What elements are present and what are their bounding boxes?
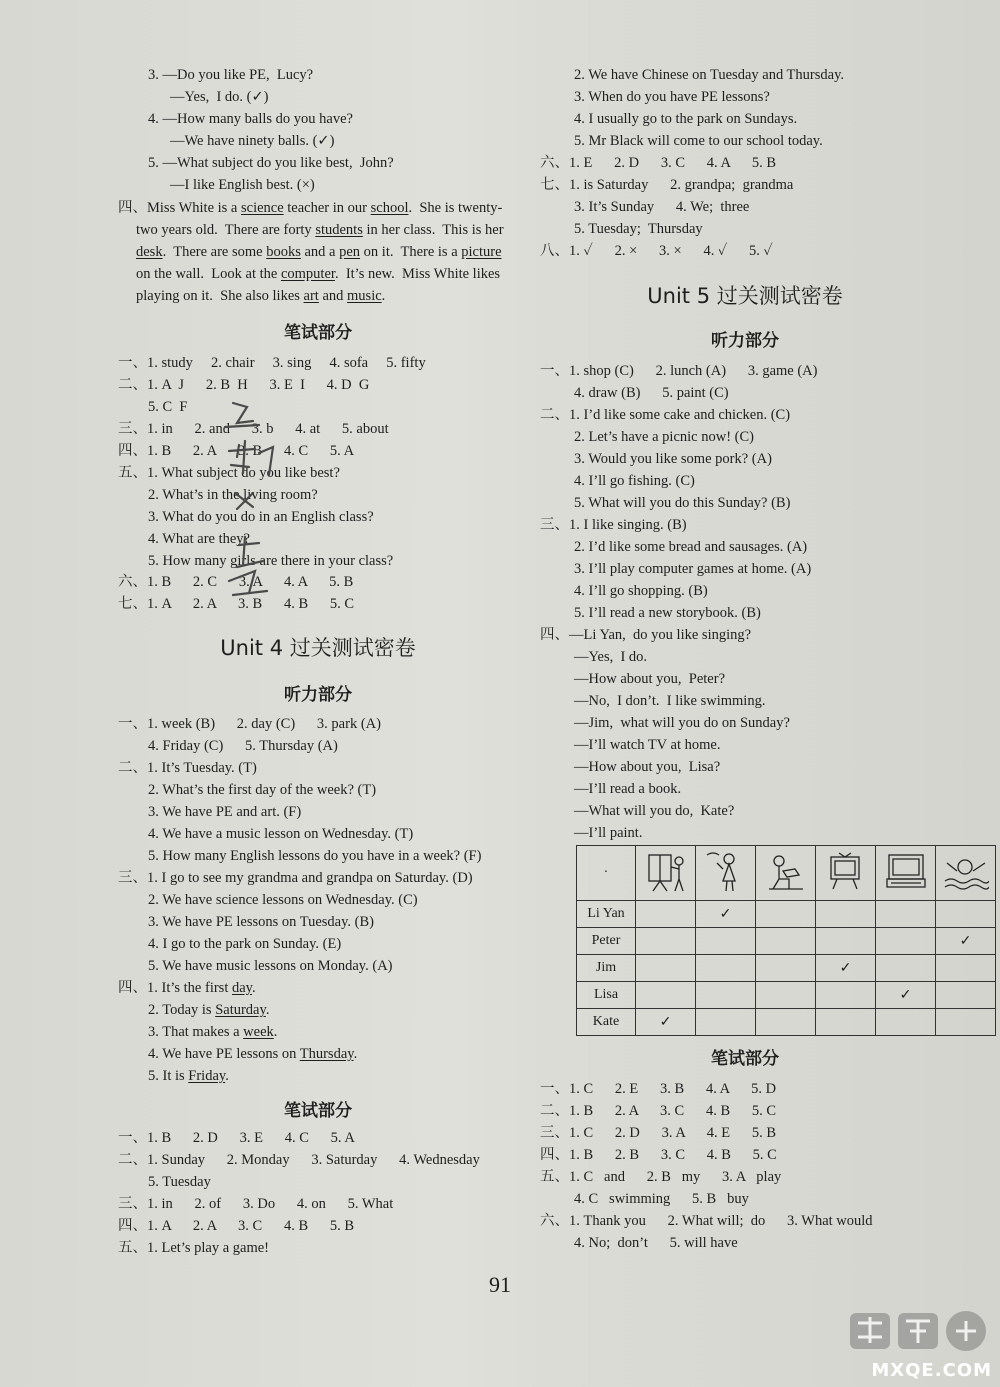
table-cell bbox=[756, 901, 816, 928]
answer-line: 三、1. in 2. of 3. Do 4. on 5. What bbox=[118, 1196, 394, 1212]
answer-line: 5. What will you do this Sunday? (B) bbox=[574, 495, 791, 511]
table-cell bbox=[756, 928, 816, 955]
section-heading: 笔试部分 bbox=[711, 1049, 779, 1069]
table-cell bbox=[936, 901, 996, 928]
answer-line: 三、1. I go to see my grandma and grandpa on Saturday. (D) bbox=[118, 870, 473, 886]
answer-line: 四、1. B 2. A 3. B 4. C 5. A bbox=[118, 443, 355, 459]
table-cell bbox=[636, 901, 696, 928]
underlined-answer: science bbox=[240, 200, 284, 216]
answer-line: 4. Friday (C) 5. Thursday (A) bbox=[148, 738, 338, 754]
painting-icon bbox=[643, 849, 689, 893]
text: in her class. This is her bbox=[362, 222, 504, 238]
answer-line: 4. —How many balls do you have? bbox=[148, 111, 353, 127]
answer-line: —Yes, I do. bbox=[574, 649, 648, 665]
paragraph-line bbox=[136, 264, 500, 284]
text: on it. There is a bbox=[360, 244, 462, 260]
section-heading: 听力部分 bbox=[711, 331, 779, 351]
answer-line: 二、1. A J 2. B H 3. E I 4. D G bbox=[118, 377, 370, 393]
answer-line: —What will you do, Kate? bbox=[574, 803, 735, 819]
section-heading: 听力部分 bbox=[284, 685, 352, 705]
text: . She is twenty- bbox=[408, 200, 503, 216]
answer-line: —Jim, what will you do on Sunday? bbox=[574, 715, 790, 731]
answer-line: 3. We have PE lessons on Tuesday. (B) bbox=[148, 914, 374, 930]
text: playing on it. She also likes bbox=[136, 288, 304, 304]
text: . bbox=[353, 1046, 358, 1062]
check-mark: ✓ bbox=[876, 982, 936, 1009]
answer-line: 二、1. I’d like some cake and chicken. (C) bbox=[540, 407, 791, 423]
answer-line: 四、—Li Yan, do you like singing? bbox=[540, 627, 752, 643]
paragraph-line bbox=[136, 286, 385, 306]
answer-line: 4. I go to the park on Sunday. (E) bbox=[148, 936, 342, 952]
table-cell bbox=[756, 982, 816, 1009]
table-row bbox=[577, 955, 996, 982]
answer-line: 2. What’s the first day of the week? (T) bbox=[148, 782, 377, 798]
answer-line: 5. C F bbox=[148, 399, 188, 415]
student-name: Li Yan bbox=[577, 901, 636, 928]
answer-line: 4. draw (B) 5. paint (C) bbox=[574, 385, 729, 401]
text: 5. It is bbox=[148, 1068, 189, 1084]
answer-line: —Yes, I do. (✓) bbox=[170, 89, 269, 105]
underlined-answer: Saturday bbox=[215, 1002, 266, 1018]
answer-line: 五、1. What subject do you like best? bbox=[118, 465, 340, 481]
underlined-answer: Thursday bbox=[299, 1046, 354, 1062]
table-cell bbox=[876, 955, 936, 982]
table-picture-cell bbox=[756, 846, 816, 901]
answer-line bbox=[148, 1044, 357, 1064]
student-name: Kate bbox=[577, 1009, 636, 1036]
answer-line: 5. Mr Black will come to our school today. bbox=[574, 133, 823, 149]
table-cell bbox=[876, 901, 936, 928]
answer-line: 三、1. I like singing. (B) bbox=[540, 517, 687, 533]
computer-icon bbox=[883, 849, 929, 893]
answer-line: 3. We have PE and art. (F) bbox=[148, 804, 302, 820]
page-number: 91 bbox=[489, 1272, 511, 1297]
answer-line: 5. We have music lessons on Monday. (A) bbox=[148, 958, 393, 974]
answer-line: 四、1. B 2. B 3. C 4. B 5. C bbox=[540, 1147, 777, 1163]
student-name: Jim bbox=[577, 955, 636, 982]
table-cell bbox=[696, 1009, 756, 1036]
answer-line: 3. What do you do in an English class? bbox=[148, 509, 374, 525]
answer-line: —How about you, Peter? bbox=[574, 671, 726, 687]
underlined-answer: art bbox=[303, 288, 319, 304]
text: . There are some bbox=[162, 244, 267, 260]
answer-line: —I like English best. (×) bbox=[170, 177, 315, 193]
text: . bbox=[225, 1068, 229, 1084]
check-mark: ✓ bbox=[636, 1009, 696, 1036]
text: . bbox=[381, 288, 386, 304]
answer-line: —I’ll paint. bbox=[574, 825, 643, 841]
answer-line: 3. It’s Sunday 4. We; three bbox=[574, 199, 750, 215]
table-picture-cell bbox=[696, 846, 756, 901]
table-cell bbox=[876, 928, 936, 955]
watermark-text: MXQE.COM bbox=[871, 1360, 992, 1381]
answer-line: 4. C swimming 5. B buy bbox=[574, 1191, 749, 1207]
answer-line: —No, I don’t. I like swimming. bbox=[574, 693, 766, 709]
answer-line: —I’ll read a book. bbox=[574, 781, 682, 797]
answer-line: 2. Let’s have a picnic now! (C) bbox=[574, 429, 754, 445]
activity-table bbox=[576, 845, 996, 1036]
underlined-answer: Friday bbox=[188, 1068, 226, 1084]
answer-line: 二、1. Sunday 2. Monday 3. Saturday 4. Wednesday bbox=[118, 1152, 480, 1168]
answer-line: 八、1. ✓ 2. × 3. × 4. ✓ 5. ✓ bbox=[540, 243, 773, 259]
answer-line: 5. I’ll read a new storybook. (B) bbox=[574, 605, 761, 621]
answer-line: 2. We have science lessons on Wednesday. (C) bbox=[148, 892, 418, 908]
table-row bbox=[577, 982, 996, 1009]
underlined-answer: picture bbox=[461, 244, 502, 260]
section-heading: 笔试部分 bbox=[284, 323, 352, 343]
answer-line: 五、1. Let’s play a game! bbox=[118, 1240, 269, 1256]
answer-line: 一、1. study 2. chair 3. sing 4. sofa 5. fifty bbox=[118, 355, 426, 371]
table-cell bbox=[636, 928, 696, 955]
answer-line: 三、1. in 2. and 3. b 4. at 5. about bbox=[118, 421, 389, 437]
table-cell bbox=[936, 1009, 996, 1036]
answer-line: 一、1. B 2. D 3. E 4. C 5. A bbox=[118, 1130, 355, 1146]
table-cell bbox=[696, 955, 756, 982]
text: and bbox=[318, 288, 348, 304]
underlined-answer: school bbox=[370, 200, 409, 216]
underlined-answer: week bbox=[243, 1024, 274, 1040]
paragraph-line bbox=[136, 220, 504, 240]
underlined-answer: students bbox=[315, 222, 363, 238]
answer-line bbox=[148, 1022, 277, 1042]
answer-line: 4. I’ll go fishing. (C) bbox=[574, 473, 695, 489]
table-header-row bbox=[577, 846, 996, 901]
underlined-answer: day bbox=[231, 980, 252, 996]
text: 四、Miss White is a bbox=[118, 200, 241, 216]
answer-line: 4. I’ll go shopping. (B) bbox=[574, 583, 708, 599]
answer-line: 六、1. E 2. D 3. C 4. A 5. B bbox=[540, 155, 777, 171]
answer-line: 5. —What subject do you like best, John? bbox=[148, 155, 394, 171]
answer-line: 2. I’d like some bread and sausages. (A) bbox=[574, 539, 808, 555]
answer-line: —We have ninety balls. (✓) bbox=[170, 133, 335, 149]
unit-title: Unit 4 过关测试密卷 bbox=[220, 636, 416, 660]
underlined-answer: computer bbox=[280, 266, 335, 282]
table-cell bbox=[696, 982, 756, 1009]
table-cell bbox=[876, 1009, 936, 1036]
text: 四、1. It’s the first bbox=[118, 980, 232, 996]
check-mark: ✓ bbox=[816, 955, 876, 982]
answer-line bbox=[118, 978, 256, 998]
unit-title: Unit 5 过关测试密卷 bbox=[647, 284, 843, 308]
table-cell bbox=[816, 901, 876, 928]
table-cell bbox=[936, 982, 996, 1009]
swimming-icon bbox=[943, 849, 989, 893]
table-row bbox=[577, 1009, 996, 1036]
table-corner: · bbox=[577, 846, 636, 901]
table-picture-cell bbox=[936, 846, 996, 901]
table-picture-cell bbox=[876, 846, 936, 901]
answer-line: 4. No; don’t 5. will have bbox=[574, 1235, 738, 1251]
answer-line: 2. We have Chinese on Tuesday and Thursday. bbox=[574, 67, 845, 83]
answer-line: 一、1. shop (C) 2. lunch (A) 3. game (A) bbox=[540, 363, 818, 379]
text: on the wall. Look at the bbox=[136, 266, 281, 282]
answer-line: 2. What’s in the living room? bbox=[148, 487, 318, 503]
answer-line bbox=[148, 1066, 229, 1086]
check-mark: ✓ bbox=[936, 928, 996, 955]
text: and a bbox=[300, 244, 340, 260]
text: 3. That makes a bbox=[148, 1024, 244, 1040]
table-cell bbox=[636, 955, 696, 982]
answer-line: 3. I’ll play computer games at home. (A) bbox=[574, 561, 812, 577]
answer-line: —I’ll watch TV at home. bbox=[574, 737, 721, 753]
answer-line: 一、1. C 2. E 3. B 4. A 5. D bbox=[540, 1081, 777, 1097]
underlined-answer: desk bbox=[136, 244, 163, 260]
table-cell bbox=[696, 928, 756, 955]
answer-line: 4. I usually go to the park on Sundays. bbox=[574, 111, 798, 127]
text: teacher in our bbox=[283, 200, 371, 216]
table-cell bbox=[756, 955, 816, 982]
answer-line: 四、1. A 2. A 3. C 4. B 5. B bbox=[118, 1218, 355, 1234]
answer-line: 五、1. C and 2. B my 3. A play bbox=[540, 1169, 782, 1185]
answer-line: 3. —Do you like PE, Lucy? bbox=[148, 67, 314, 83]
paragraph-line bbox=[136, 242, 502, 262]
answer-line: 一、1. week (B) 2. day (C) 3. park (A) bbox=[118, 716, 381, 732]
answer-line: 3. When do you have PE lessons? bbox=[574, 89, 770, 105]
answer-line: 六、1. Thank you 2. What will; do 3. What would bbox=[540, 1213, 873, 1229]
table-cell bbox=[756, 1009, 816, 1036]
table-picture-cell bbox=[636, 846, 696, 901]
table-cell bbox=[816, 928, 876, 955]
tv-icon bbox=[823, 849, 869, 893]
answer-line: 5. Tuesday; Thursday bbox=[574, 221, 703, 237]
answer-line bbox=[148, 1000, 269, 1020]
text: two years old. There are forty bbox=[136, 222, 316, 238]
text: 2. Today is bbox=[148, 1002, 216, 1018]
table-cell bbox=[936, 955, 996, 982]
answer-line: 5. Tuesday bbox=[148, 1174, 211, 1190]
table-cell bbox=[816, 982, 876, 1009]
student-name: Peter bbox=[577, 928, 636, 955]
check-mark: ✓ bbox=[696, 901, 756, 928]
answer-line: 二、1. It’s Tuesday. (T) bbox=[118, 760, 257, 776]
student-name: Lisa bbox=[577, 982, 636, 1009]
table-cell bbox=[636, 982, 696, 1009]
text: 4. We have PE lessons on bbox=[148, 1046, 300, 1062]
table-row bbox=[577, 928, 996, 955]
table-row bbox=[577, 901, 996, 928]
answer-line: 5. How many English lessons do you have in a week? (F) bbox=[148, 848, 482, 864]
answer-line: 二、1. B 2. A 3. C 4. B 5. C bbox=[540, 1103, 777, 1119]
answer-line: 六、1. B 2. C 3. A 4. A 5. B bbox=[118, 574, 354, 590]
handwritten-scribble bbox=[215, 395, 295, 625]
paragraph-line bbox=[118, 198, 502, 218]
text: . It’s new. Miss White likes bbox=[334, 266, 501, 282]
answer-line: 七、1. A 2. A 3. B 4. B 5. C bbox=[118, 596, 355, 612]
reading-icon bbox=[763, 849, 809, 893]
answer-line: 4. What are they? bbox=[148, 531, 250, 547]
text: . bbox=[273, 1024, 278, 1040]
answer-line: 三、1. C 2. D 3. A 4. E 5. B bbox=[540, 1125, 777, 1141]
underlined-answer: music bbox=[347, 288, 382, 304]
table-picture-cell bbox=[816, 846, 876, 901]
table-cell bbox=[816, 1009, 876, 1036]
text: . bbox=[251, 980, 256, 996]
underlined-answer: pen bbox=[339, 244, 361, 260]
text: . bbox=[265, 1002, 270, 1018]
singing-icon bbox=[703, 849, 749, 893]
answer-line: 七、1. is Saturday 2. grandpa; grandma bbox=[540, 177, 794, 193]
answer-line: 5. How many girls are there in your class? bbox=[148, 553, 394, 569]
answer-line: 4. We have a music lesson on Wednesday. (T) bbox=[148, 826, 414, 842]
answer-line: 3. Would you like some pork? (A) bbox=[574, 451, 772, 467]
section-heading: 笔试部分 bbox=[284, 1101, 352, 1121]
answer-line: —How about you, Lisa? bbox=[574, 759, 721, 775]
underlined-answer: books bbox=[266, 244, 301, 260]
